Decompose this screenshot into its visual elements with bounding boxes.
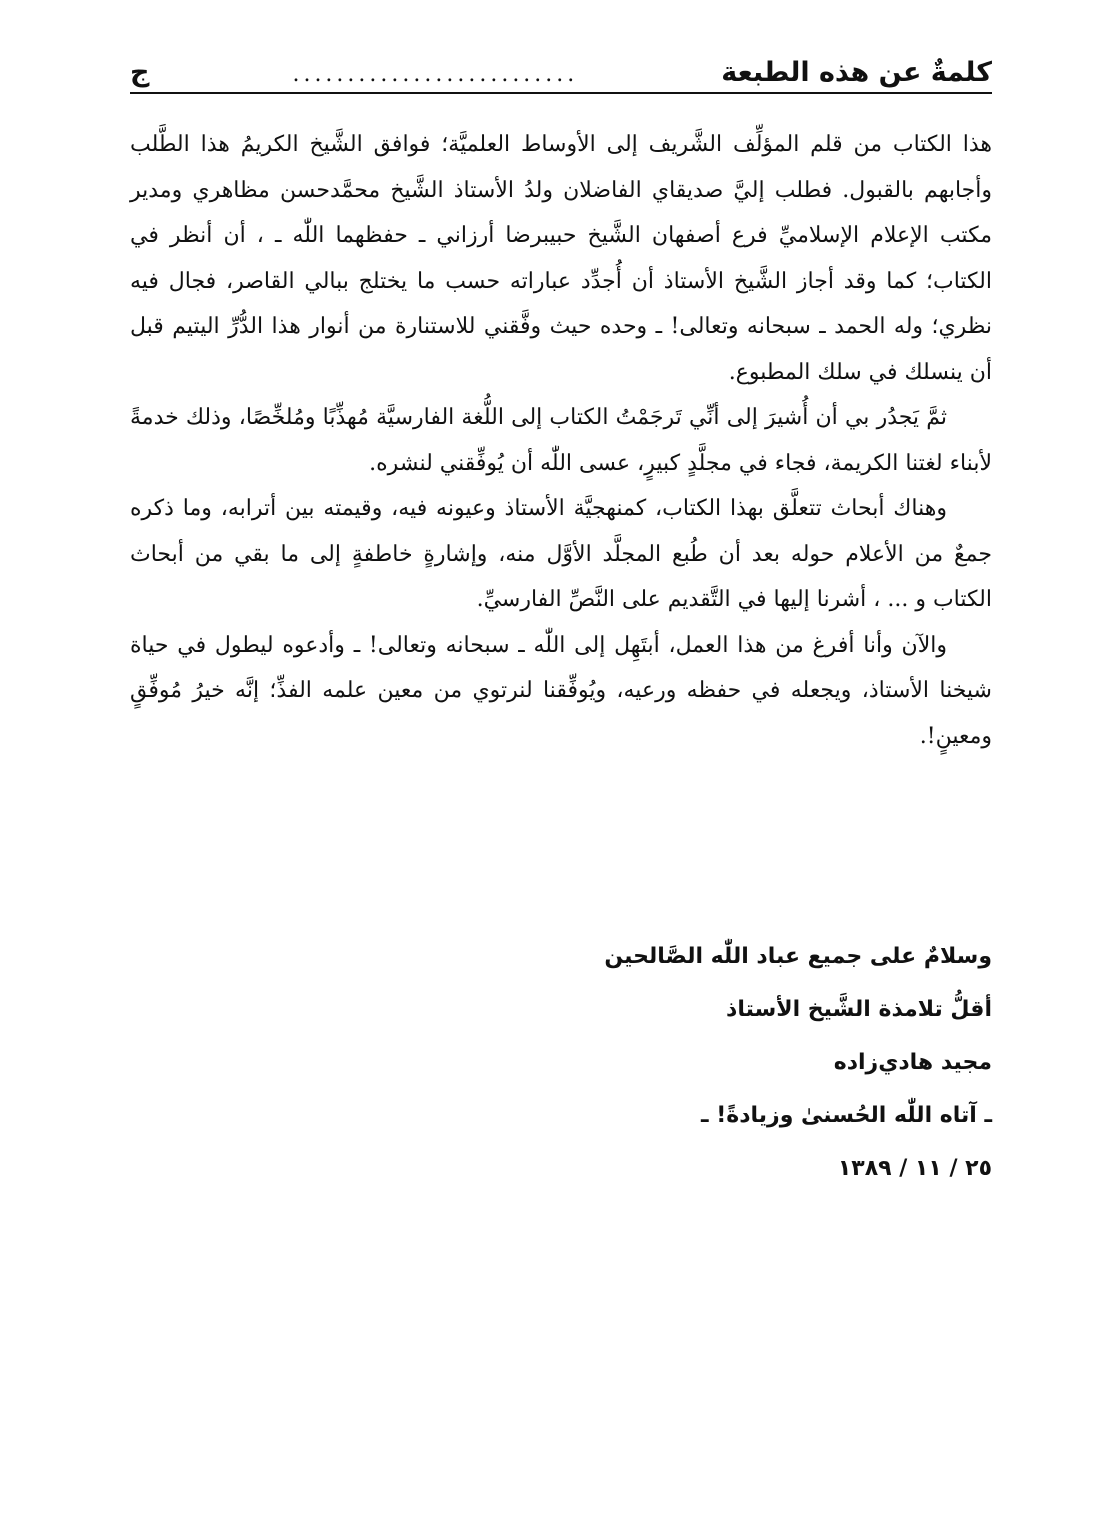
header-leader-dots: .......................... <box>292 64 579 86</box>
page-number: ج <box>130 57 150 88</box>
paragraph-translation: ثمَّ يَجدُر بي أن أُشيرَ إلى أنِّي تَرجَمْتُ الكتاب إلى اللُّغة الفارسيَّة مُهذِّبًا ومُلخِّصًا، وذلك خدمةً لأبناء لغتنا الكريمة، فجاء في مجلَّدٍ كبيرٍ، عسى اللّٰه أن يُوفِّقني لنشره. <box>130 405 992 476</box>
signature-humble-line: أقلُّ تلامذة الشَّيخ الأستاذ <box>726 997 992 1022</box>
signature-block <box>130 930 992 1195</box>
paragraph-prayer: والآن وأنا أفرغ من هذا العمل، أبتَهِل إلى اللّٰه ـ سبحانه وتعالى! ـ وأدعوه ليطول في حياة شيخنا الأستاذ، ويجعله في حفظه ورعيه، ويُوفِّقنا لنرتوي من معين علمه الفذِّ؛ إنَّه خيرُ مُوفِّقٍ ومعينٍ!. <box>130 632 992 749</box>
signature-date: ٢٥ / ١١ / ١٣٨٩ <box>837 1156 992 1181</box>
signature-prayer: ـ آتاه اللّٰه الحُسنىٰ وزيادةً! ـ <box>701 1103 992 1128</box>
running-header <box>130 46 992 94</box>
signature-salutation: وسلامٌ على جميع عباد اللّٰه الصَّالحين <box>604 944 992 969</box>
body-text <box>130 122 992 759</box>
signature-author-name: مجيد هادي‌زاده <box>833 1050 992 1075</box>
paragraph-research: وهناك أبحاث تتعلَّق بهذا الكتاب، كمنهجيَّة الأستاذ وعيونه فيه، وقيمته بين أترابه، وما ذكره جمعٌ من الأعلام حوله بعد أن طُبع المجلَّد الأوَّل منه، وإشارةٍ خاطفةٍ إلى ما بقي من أبحاث الكتاب و ... ، أشرنا إليها في التَّقديم على النَّصِّ الفارسيِّ. <box>130 496 992 612</box>
paragraph-intro: هذا الكتاب من قلم المؤلِّف الشَّريف إلى الأوساط العلميَّة؛ فوافق الشَّيخ الكريمُ هذا الطَّلب وأجابهم بالقبول. فطلب إليَّ صديقاي الفاضلان ولدُ الأستاذ الشَّيخ محمَّدحسن مظاهري ومدير مكتب الإعلام الإسلاميِّ فرع أصفهان الشَّيخ حبيبرضا أرزاني ـ حفظهما اللّٰه ـ ، أن أنظر في الكتاب؛ كما وقد أجاز الشَّيخ الأستاذ أن أُجدِّد عباراته حسب ما يختلج ببالي القاصر، فجال فيه نظري؛ وله الحمد ـ سبحانه وتعالى! ـ وحده حيث وفَّقني للاستنارة من أنوار هذا الدُّرِّ اليتيم قبل أن ينسلك في سلك المطبوع. <box>130 132 992 385</box>
header-title: كلمةٌ عن هذه الطبعة <box>721 57 992 88</box>
